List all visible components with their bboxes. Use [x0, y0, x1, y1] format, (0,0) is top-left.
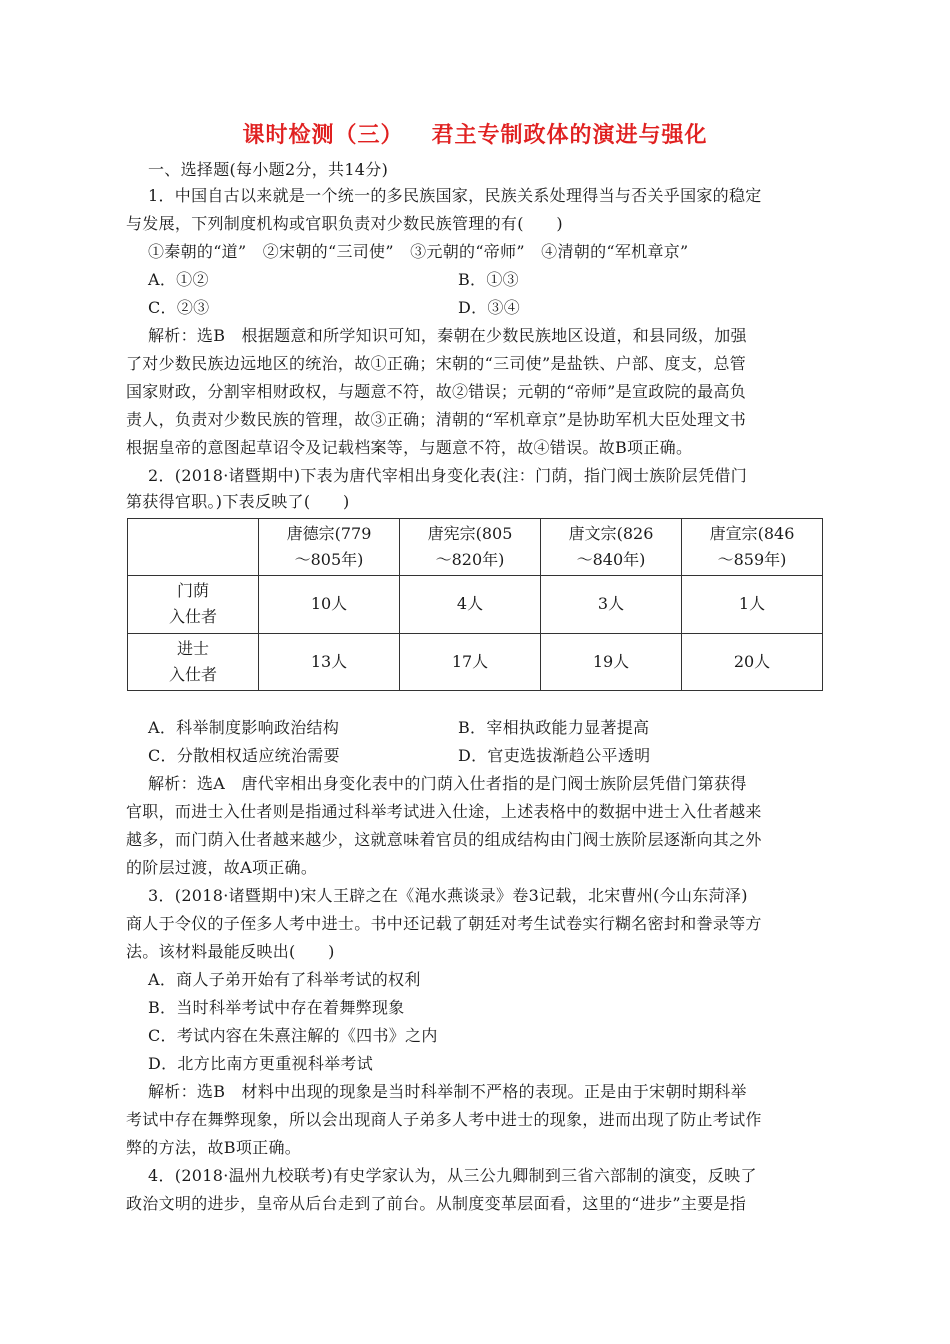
- q4-stem-line-2: 政治文明的进步，皇帝从后台走到了前台。从制度变革层面看，这里的“进步”主要是指: [126, 1194, 747, 1213]
- q3-option-c: C．考试内容在朱熹注解的《四书》之内: [148, 1026, 438, 1045]
- table-cell: 3人: [541, 576, 682, 633]
- table-cell: 20人: [682, 633, 823, 690]
- q2-option-a: A．科举制度影响政治结构: [148, 718, 340, 737]
- table-header-row: [128, 519, 823, 576]
- q3-stem-line-3: 法。该材料最能反映出( ): [126, 942, 335, 961]
- table-cell: 13人: [259, 633, 400, 690]
- table-cell: 10人: [259, 576, 400, 633]
- table-header-cell: 唐宪宗(805 ～820年): [400, 519, 541, 576]
- q3-analysis-line: 弊的方法，故B项正确。: [126, 1138, 302, 1157]
- q2-analysis-line: 官职，而进士入仕者则是指通过科举考试进入仕途，上述表格中的数据中进士入仕者越来: [126, 802, 762, 821]
- q2-analysis-line: 解析：选A 唐代宰相出身变化表中的门荫入仕者指的是门阀士族阶层凭借门第获得: [148, 774, 747, 793]
- table-cell: 17人: [400, 633, 541, 690]
- q1-analysis-line: 责人，负责对少数民族的管理，故③正确；清朝的“军机章京”是协助军机大臣处理文书: [126, 410, 747, 429]
- q3-analysis-line: 解析：选B 材料中出现的现象是当时科举制不严格的表现。正是由于宋朝时期科举: [148, 1082, 747, 1101]
- q3-option-b: B．当时科举考试中存在着舞弊现象: [148, 998, 405, 1017]
- table-cell: 4人: [400, 576, 541, 633]
- q4-stem-line-1: 4．(2018·温州九校联考)有史学家认为，从三公九卿制到三省六部制的演变，反映了: [148, 1166, 757, 1185]
- table-row: [128, 633, 823, 690]
- q1-stem-line-2: 与发展，下列制度机构或官职负责对少数民族管理的有( ): [126, 214, 563, 233]
- q2-stem-line-1: 2．(2018·诸暨期中)下表为唐代宰相出身变化表(注：门荫，指门阀士族阶层凭借门: [148, 466, 748, 485]
- table-header-cell: 唐文宗(826 ～840年): [541, 519, 682, 576]
- row-label: 进士 入仕者: [128, 633, 259, 690]
- q1-option-a: A．①②: [148, 270, 209, 289]
- q2-option-c: C．分散相权适应统治需要: [148, 746, 340, 765]
- q1-option-c: C．②③: [148, 298, 210, 317]
- q2-analysis-line: 越多，而门荫入仕者越来越少，这就意味着官员的组成结构由门阀士族阶层逐渐向其之外: [126, 830, 762, 849]
- q1-option-d: D．③④: [458, 298, 521, 317]
- row-label: 门荫 入仕者: [128, 576, 259, 633]
- q1-items: ①秦朝的“道” ②宋朝的“三司使” ③元朝的“帝师” ④清朝的“军机章京”: [148, 242, 689, 261]
- q1-stem-line-1: 1．中国自古以来就是一个统一的多民族国家，民族关系处理得当与否关乎国家的稳定: [148, 186, 762, 205]
- title-part2: 君主专制政体的演进与强化: [431, 123, 708, 148]
- q1-analysis-line: 国家财政，分割宰相财政权，与题意不符，故②错误；元朝的“帝师”是宣政院的最高负: [126, 382, 747, 401]
- table-header-cell: 唐德宗(779 ～805年): [259, 519, 400, 576]
- title-part1: 课时检测（三）: [242, 123, 404, 148]
- q3-stem-line-1: 3．(2018·诸暨期中)宋人王辟之在《渑水燕谈录》卷3记载，北宋曹州(今山东菏泽): [148, 886, 748, 905]
- table-corner-cell: [128, 519, 259, 576]
- q3-stem-line-2: 商人于令仪的子侄多人考中进士。书中还记载了朝廷对考生试卷实行糊名密封和誊录等方: [126, 914, 762, 933]
- table-cell: 19人: [541, 633, 682, 690]
- q2-option-d: D．官吏选拔渐趋公平透明: [458, 746, 651, 765]
- table-cell: 1人: [682, 576, 823, 633]
- table-header-cell: 唐宣宗(846 ～859年): [682, 519, 823, 576]
- q2-stem-line-2: 第获得官职。)下表反映了( ): [126, 492, 350, 511]
- q1-analysis-line: 解析：选B 根据题意和所学知识可知，秦朝在少数民族地区设道，和县同级，加强: [148, 326, 747, 345]
- q2-analysis-line: 的阶层过渡，故A项正确。: [126, 858, 318, 877]
- section-heading: 一、选择题(每小题2分，共14分): [148, 160, 389, 179]
- q1-option-b: B．①③: [458, 270, 519, 289]
- chancellor-origin-table: [127, 518, 823, 691]
- q1-analysis-line: 了对少数民族边远地区的统治，故①正确；宋朝的“三司使”是盐铁、户部、度支，总管: [126, 354, 747, 373]
- page-title: [0, 118, 950, 149]
- q3-option-d: D．北方比南方更重视科举考试: [148, 1054, 374, 1073]
- table-row: [128, 576, 823, 633]
- q3-analysis-line: 考试中存在舞弊现象，所以会出现商人子弟多人考中进士的现象，进而出现了防止考试作: [126, 1110, 762, 1129]
- q1-analysis-line: 根据皇帝的意图起草诏令及记载档案等，与题意不符，故④错误。故B项正确。: [126, 438, 693, 457]
- q3-option-a: A．商人子弟开始有了科举考试的权利: [148, 970, 421, 989]
- q2-option-b: B．宰相执政能力显著提高: [458, 718, 650, 737]
